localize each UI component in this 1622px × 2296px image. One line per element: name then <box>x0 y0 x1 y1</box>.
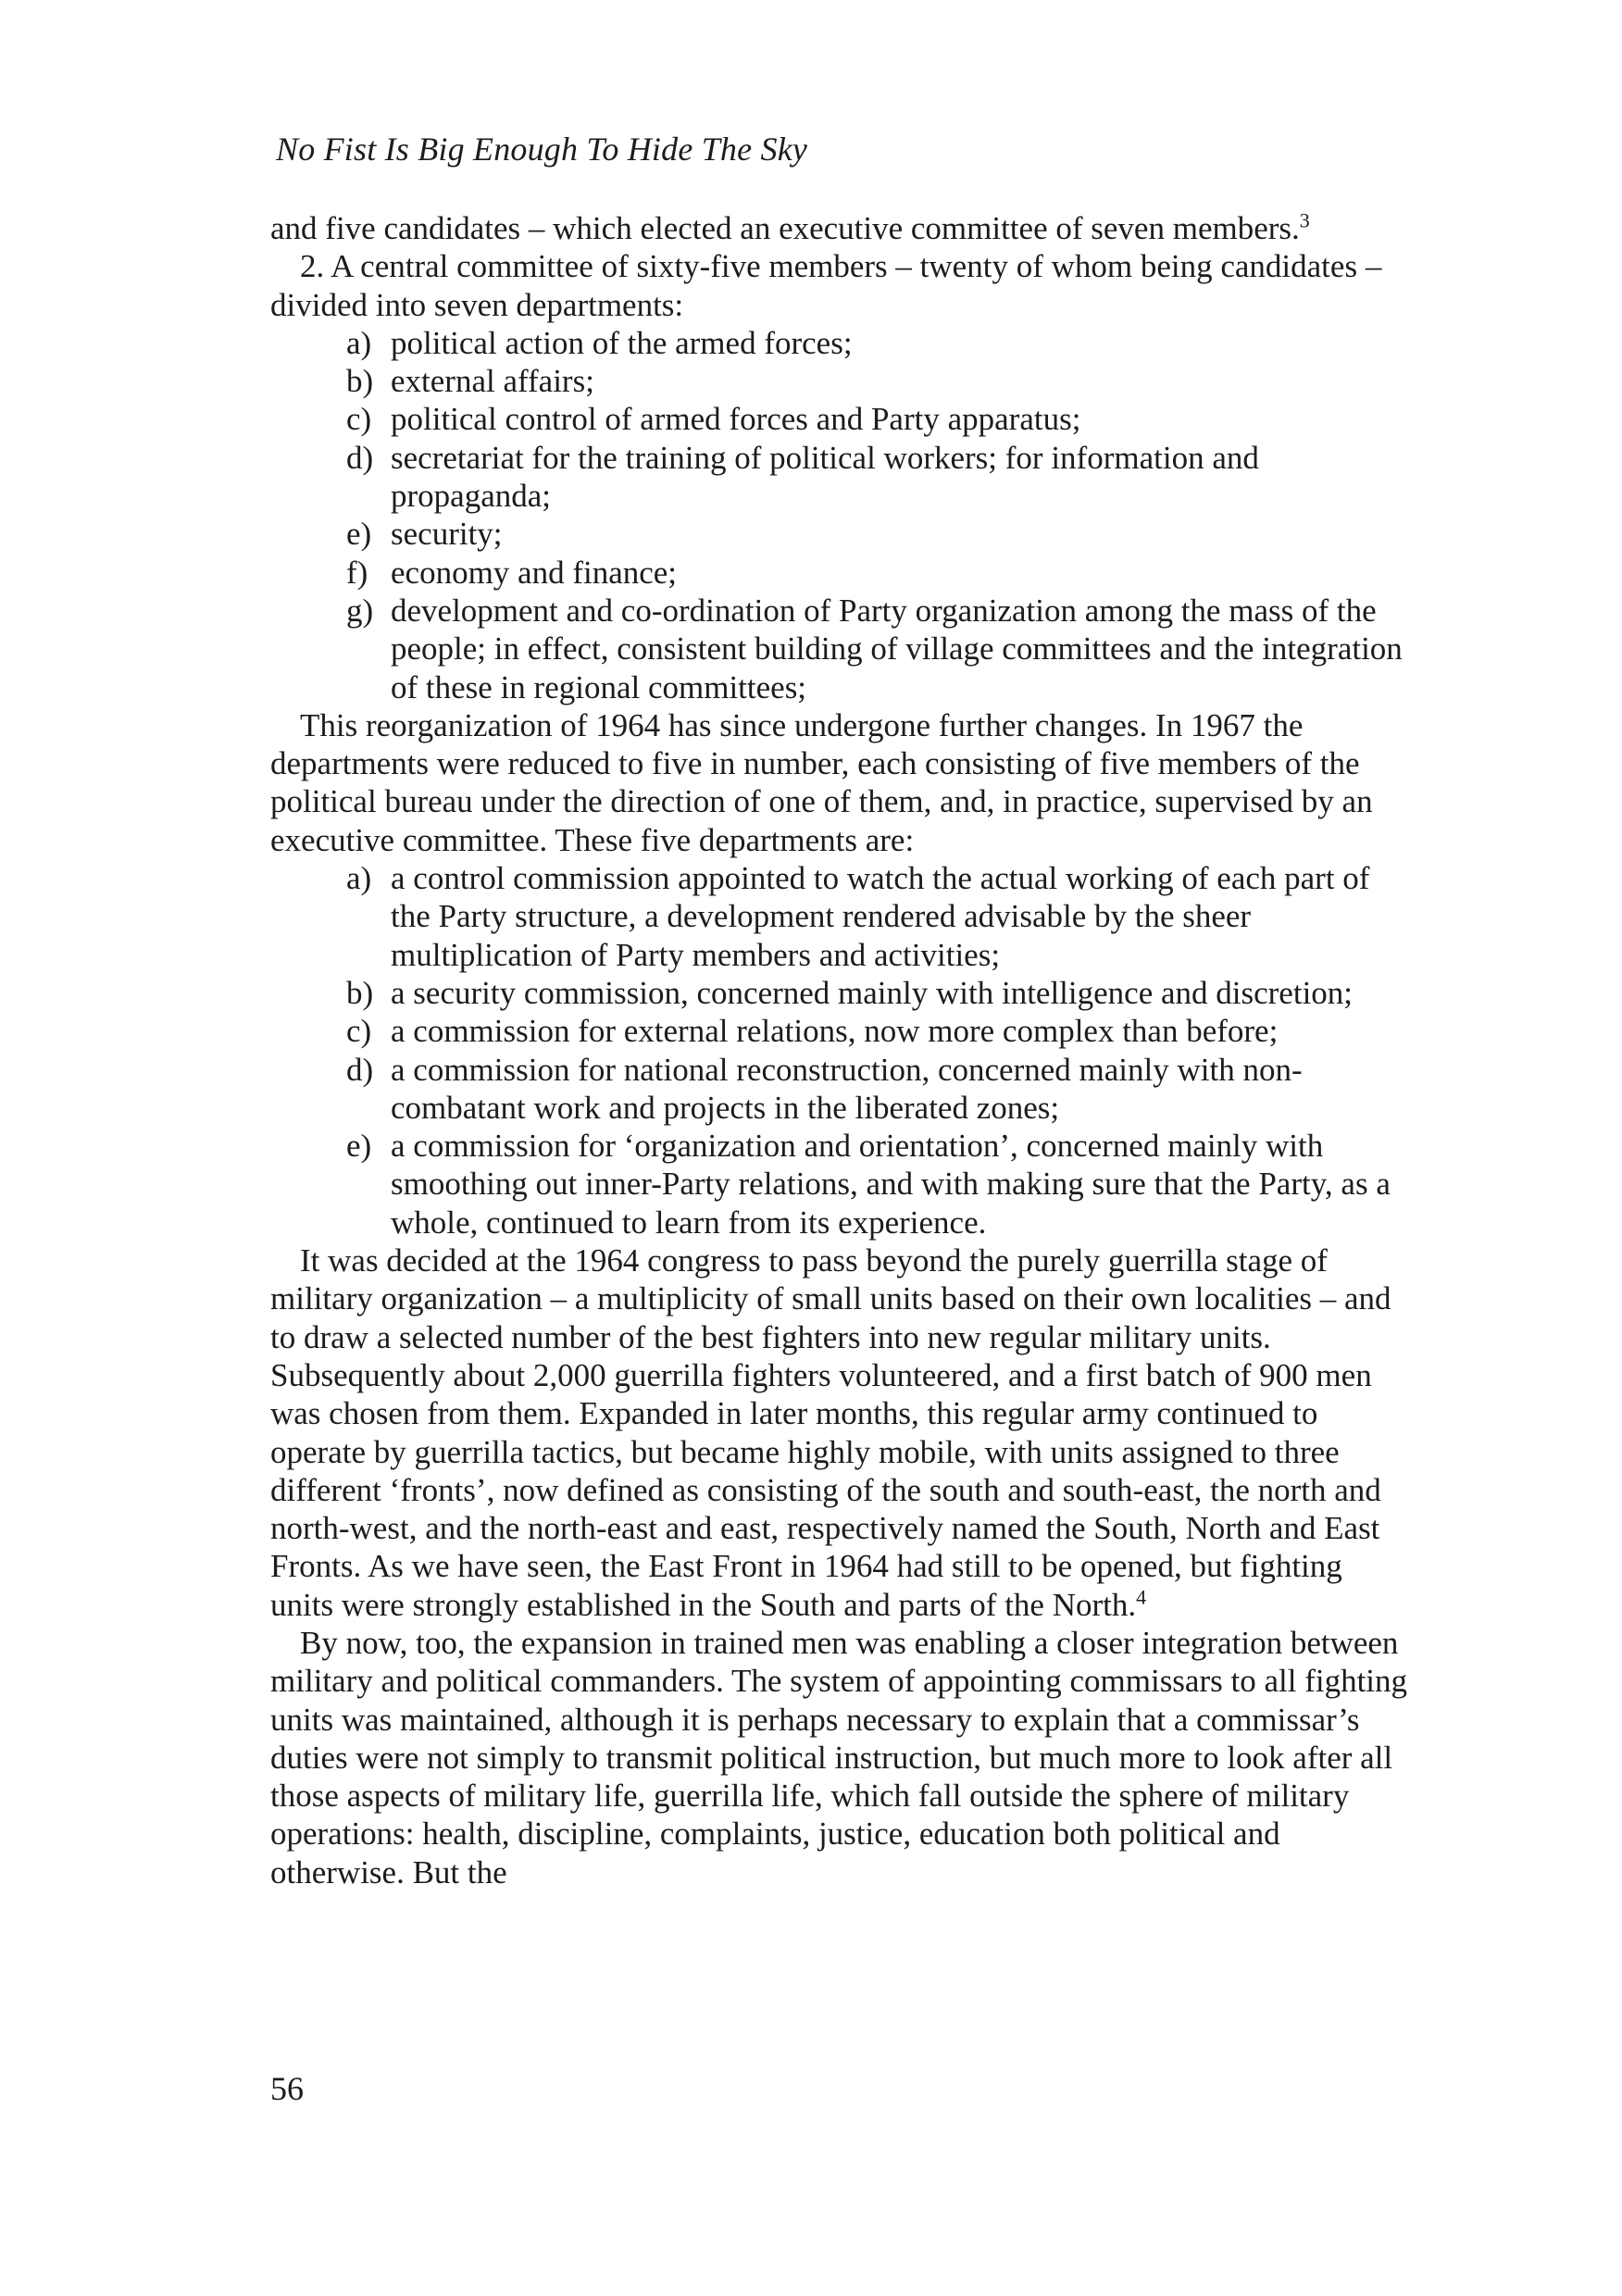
page-body <box>270 209 1409 1891</box>
list-label: e) <box>346 1128 372 1165</box>
list-label: e) <box>346 516 372 553</box>
list-text: security; <box>391 516 503 553</box>
page-number: 56 <box>270 2070 304 2107</box>
list-label: f) <box>346 554 368 591</box>
list-text: development and co-ordination of Party organization among the mass of the people; in effect, consistent building of village committees and the integration of these in regional committees; <box>391 592 1403 705</box>
footnote-ref-4: 4 <box>1136 1585 1147 1609</box>
list-text: a control commission appointed to watch the actual working of each part of the Party structure, a development rendered advisable by the sheer multiplication of Party members and activities; <box>391 860 1370 973</box>
paragraph-item-2: 2. A central committee of sixty-five members – twenty of whom being candidates – divided into seven departments: <box>270 248 1382 323</box>
list-item <box>270 592 1409 706</box>
list-label: a) <box>346 860 372 897</box>
list-item <box>270 1012 1409 1050</box>
list-text: a commission for national reconstruction, concerned mainly with non-combatant work and projects in the liberated zones; <box>391 1051 1303 1126</box>
list-item <box>270 400 1409 438</box>
list-label: d) <box>346 1051 374 1088</box>
paragraph-by-now: By now, too, the expansion in trained men was enabling a closer integration between military and political commanders. The system of appointing commissars to all fighting units was maintained, although it is perhaps necessary to explain that a commissar’s duties were not simply to transmit political instruction, but much more to look after all those aspects of military life, guerrilla life, which fall outside the sphere of military operations: health, discipline, complaints, justice, education both political and otherwise. But the <box>270 1624 1408 1890</box>
list-text: external affairs; <box>391 363 594 400</box>
list-label: c) <box>346 1013 372 1050</box>
list-item <box>270 974 1409 1012</box>
list-label: d) <box>346 439 374 476</box>
running-head: No Fist Is Big Enough To Hide The Sky <box>276 131 808 168</box>
list-label: g) <box>346 592 374 629</box>
list-item <box>270 362 1409 400</box>
footnote-ref-3: 3 <box>1299 208 1310 232</box>
list-text: political control of armed forces and Party apparatus; <box>391 401 1081 438</box>
paragraph-continuation <box>270 209 1409 247</box>
paragraph-reorganization: This reorganization of 1964 has since undergone further changes. In 1967 the departments were reduced to five in number, each consisting of five members of the political bureau under the direction of one of them, and, in practice, supervised by an executive committee. These five departments are: <box>270 706 1373 858</box>
list-item <box>270 1051 1409 1128</box>
list-label: b) <box>346 363 374 400</box>
departments-list-1964 <box>270 324 1409 706</box>
list-text: a security commission, concerned mainly with intelligence and discretion; <box>391 974 1354 1011</box>
paragraph-text: and five candidates – which elected an executive committee of seven members. <box>270 210 1300 246</box>
list-text: a commission for external relations, now more complex than before; <box>391 1013 1279 1050</box>
paragraph-text: It was decided at the 1964 congress to pass beyond the purely guerrilla stage of military organization – a multiplicity of small units based on their own localities – and to draw a selected number of the best fighters into new regular military units. Subsequently about 2,000 guerrilla fighters volunteered, and a first batch of 900 men was chosen from them. Expanded in later months, this regular army continued to operate by guerrilla tactics, but became highly mobile, with units assigned to three different ‘fronts’, now defined as consisting of the south and south-east, the north and north-west, and the north-east and east, respectively named the South, North and East Fronts. As we have seen, the East Front in 1964 had still to be opened, but fighting units were strongly established in the South and parts of the North. <box>270 1242 1391 1623</box>
list-item <box>270 1127 1409 1242</box>
departments-list-1967 <box>270 859 1409 1242</box>
list-text: economy and finance; <box>391 554 678 591</box>
list-label: c) <box>346 401 372 438</box>
list-item <box>270 554 1409 592</box>
list-item <box>270 439 1409 516</box>
list-text: political action of the armed forces; <box>391 324 853 361</box>
paragraph-1964-congress <box>270 1242 1409 1624</box>
list-item <box>270 515 1409 553</box>
list-text: a commission for ‘organization and orientation’, concerned mainly with smoothing out inner-Party relations, and with making sure that the Party, as a whole, continued to learn from its experience. <box>391 1128 1391 1241</box>
list-item <box>270 859 1409 974</box>
list-item <box>270 324 1409 362</box>
list-text: secretariat for the training of political workers; for information and propaganda; <box>391 439 1259 515</box>
list-label: b) <box>346 974 374 1011</box>
list-label: a) <box>346 324 372 361</box>
